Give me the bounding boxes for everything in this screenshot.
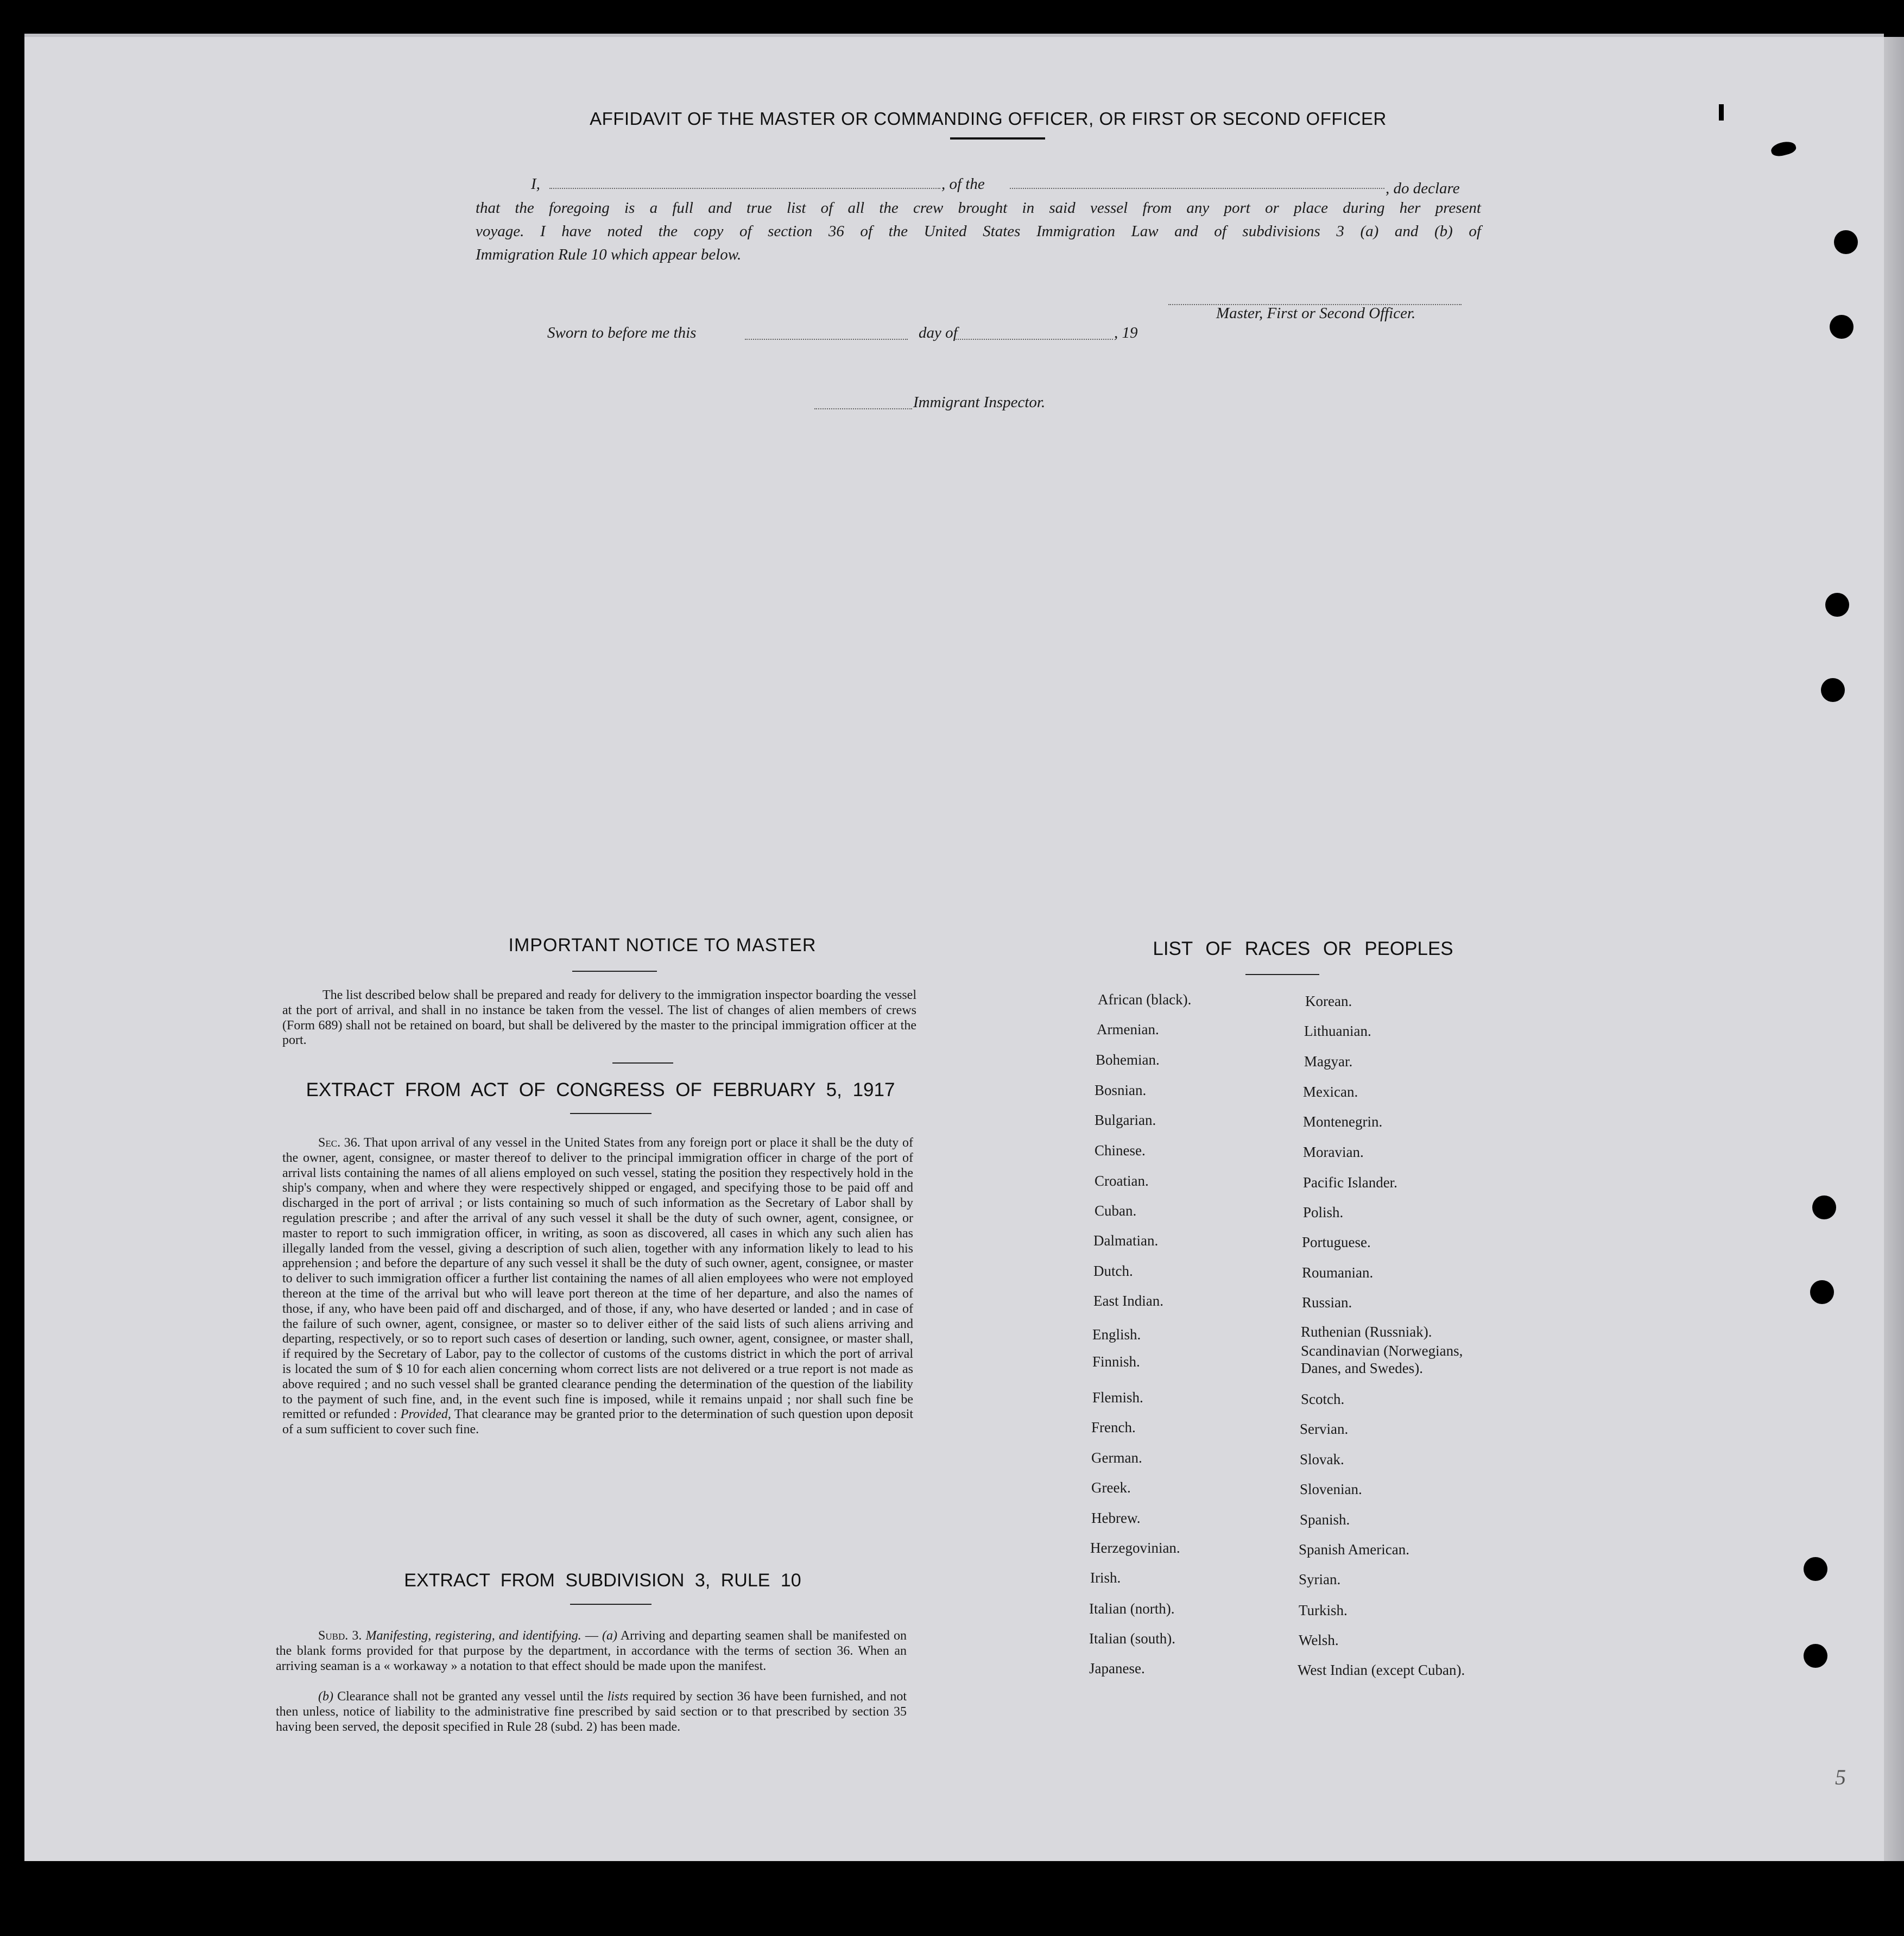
race-item: Cuban. — [1095, 1203, 1137, 1219]
race-item: Greek. — [1091, 1479, 1131, 1496]
race-item: Dutch. — [1093, 1263, 1133, 1279]
para-b-mark: (b) — [318, 1690, 333, 1704]
race-item: Croatian. — [1095, 1173, 1149, 1189]
race-item: French. — [1091, 1419, 1136, 1435]
race-item: Armenian. — [1097, 1021, 1159, 1037]
race-item: Spanish American. — [1299, 1541, 1409, 1558]
race-item: Pacific Islander. — [1303, 1174, 1397, 1191]
extract-act-title: EXTRACT FROM ACT OF CONGRESS OF FEBRUARY 5, 1917 — [306, 1079, 895, 1100]
sworn-prefix: Sworn to before me this — [547, 324, 697, 341]
race-item: Hebrew. — [1091, 1510, 1141, 1526]
subd-label: Subd. 3. — [318, 1629, 362, 1643]
extract-act-underline — [570, 1113, 651, 1114]
sworn-day-blank[interactable] — [745, 339, 908, 340]
sec-label: Sec. 36. — [318, 1136, 360, 1150]
punch-hole — [1821, 678, 1845, 702]
race-item: Montenegrin. — [1303, 1113, 1383, 1130]
race-item: Slovak. — [1300, 1451, 1344, 1467]
punch-hole — [1834, 230, 1858, 254]
para-b-text-1: Clearance shall not be granted any vessel until the — [337, 1690, 604, 1704]
affidavit-title: AFFIDAVIT OF THE MASTER OR COMMANDING OFFICER, OR FIRST OR SECOND OFFICER — [590, 109, 1387, 129]
race-item: English. — [1092, 1326, 1141, 1343]
notice-body: The list described below shall be prepared and ready for delivery to the immigration inspector boarding the vessel at the port of arrival, and shall in no instance be taken from the vessel. The list of changes of alien members of crews (Form 689) shall not be retained on board, but shall be delivered by the master to the principal immigration officer at the port. — [282, 988, 916, 1048]
title-underline — [950, 137, 1045, 140]
punch-hole — [1830, 315, 1854, 339]
affidavit-line-3: voyage. I have noted the copy of section 36 of the United States Immigration Law and of subdivisions 3 (a) and (b) of — [476, 223, 1481, 240]
race-item: Mexican. — [1303, 1084, 1358, 1100]
race-item: Herzegovinian. — [1090, 1540, 1180, 1556]
affidavit-line-4: Immigration Rule 10 which appear below. — [476, 246, 742, 263]
binder-edge — [1884, 37, 1904, 1861]
race-item: Bohemian. — [1096, 1052, 1160, 1068]
race-item: Slovenian. — [1300, 1481, 1362, 1497]
race-item: Magyar. — [1304, 1053, 1353, 1070]
affidavit-line-2: that the foregoing is a full and true list of all the crew brought in said vessel from any port or place during her present — [476, 199, 1481, 217]
punch-hole — [1810, 1280, 1834, 1304]
form-sheet — [24, 37, 1884, 1861]
races-underline — [1245, 974, 1319, 975]
punch-hole — [1825, 593, 1849, 617]
punch-hole — [1804, 1644, 1827, 1668]
provided-label: Provided, — [400, 1407, 451, 1422]
extract-act-body — [282, 1136, 913, 1438]
sworn-month-blank[interactable] — [956, 339, 1113, 340]
para-b-lists: lists — [607, 1690, 629, 1704]
master-signature-label: Master, First or Second Officer. — [1216, 305, 1416, 322]
race-item: Moravian. — [1303, 1144, 1364, 1160]
extract-rule-title: EXTRACT FROM SUBDIVISION 3, RULE 10 — [404, 1570, 801, 1591]
race-item: German. — [1091, 1450, 1142, 1466]
race-item: Danes, and Swedes). — [1301, 1360, 1423, 1376]
race-item: Scandinavian (Norwegians, — [1301, 1343, 1463, 1359]
race-item: Flemish. — [1092, 1389, 1143, 1406]
para-a-text: Arriving and departing seamen shall be manifested on the blank forms provided for that purpose by the department, in accordance with the terms of section 36. When an arriving seaman is a « workaway » a notation to that effect should be made upon the manifest. — [276, 1629, 907, 1673]
notice-separator — [612, 1062, 673, 1064]
inspector-label: Immigrant Inspector. — [913, 394, 1046, 411]
race-item: Italian (south). — [1089, 1630, 1175, 1647]
race-item: Italian (north). — [1089, 1600, 1175, 1617]
race-item: Scotch. — [1301, 1391, 1345, 1407]
race-item: African (black). — [1098, 991, 1192, 1008]
para-b-text-2: required by section 36 have been furnished, and not then unless, notice of liability to the administrative fine prescribed by said section or to that prescribed by section 35 having been served, the deposit specified in Rule 28 (subd. 2) has been made. — [276, 1690, 907, 1734]
race-item: Dalmatian. — [1093, 1232, 1159, 1249]
affidavit-of-the: , of the — [941, 175, 985, 193]
race-item: East Indian. — [1093, 1293, 1163, 1309]
race-item: Lithuanian. — [1304, 1023, 1371, 1039]
race-item: Welsh. — [1299, 1632, 1339, 1648]
race-item: Polish. — [1303, 1204, 1344, 1220]
race-item: Spanish. — [1300, 1511, 1350, 1528]
race-item: Turkish. — [1299, 1602, 1348, 1618]
punch-hole — [1812, 1195, 1836, 1219]
race-item: Chinese. — [1095, 1142, 1146, 1159]
race-item: Korean. — [1305, 993, 1352, 1009]
sworn-year: , 19 — [1114, 324, 1138, 341]
race-item: Bosnian. — [1095, 1082, 1147, 1098]
race-item: Roumanian. — [1302, 1264, 1374, 1281]
race-item: Japanese. — [1089, 1660, 1145, 1676]
race-item: Finnish. — [1092, 1353, 1140, 1370]
affidavit-i: I, — [531, 175, 540, 193]
subd-heading: Manifesting, registering, and identifying. — [365, 1629, 581, 1643]
para-a-mark: (a) — [602, 1629, 617, 1643]
race-item: Irish. — [1090, 1570, 1121, 1586]
race-item: Bulgarian. — [1095, 1112, 1156, 1128]
race-item: West Indian (except Cuban). — [1298, 1662, 1465, 1678]
affidavit-do-declare: , do declare — [1386, 180, 1460, 197]
race-item: Russian. — [1302, 1294, 1352, 1311]
punch-hole — [1804, 1557, 1827, 1581]
name-blank[interactable] — [549, 188, 940, 189]
race-item: Syrian. — [1299, 1571, 1341, 1587]
ink-mark — [1719, 104, 1724, 121]
extract-rule-underline — [570, 1604, 651, 1605]
race-item: Servian. — [1300, 1421, 1349, 1437]
sworn-day-of: day of — [919, 324, 958, 341]
vessel-blank[interactable] — [1010, 188, 1384, 189]
races-title: LIST OF RACES OR PEOPLES — [1153, 938, 1453, 959]
notice-underline — [572, 971, 657, 972]
rule-paragraph-a: Subd. 3. Manifesting, registering, and identifying. — (a) Arriving and departing seamen shall be manifested on the blank forms provided for that purpose by the department, in accordance with the terms of section 36. When an arriving seaman is a « workaway » a notation to that effect should be made upon the manifest. — [276, 1629, 907, 1673]
rule-paragraph-b — [276, 1690, 907, 1735]
race-item: Ruthenian (Russniak). — [1301, 1324, 1432, 1340]
race-item: Portuguese. — [1302, 1234, 1371, 1250]
sec-36-text: That upon arrival of any vessel in the United States from any foreign port or place it shall be the duty of the owner, agent, consignee, or master thereof to deliver to the principal immigration officer in charge of the port of arrival lists containing the names of all aliens employed on such vessel, stating the position they respectively hold in the ship's company, when and where they were respectively shipped or engaged, and specifying those to be paid off and discharged in the port of arrival ; or lists containing so much of such information as the Secretary of Labor shall by regulation prescribe ; and after the arrival of any such vessel it shall be the duty of such owner, agent, consignee, or master to report to such immigration officer, in writing, as soon as discovered, all cases in which any such alien has illegally landed from the vessel, giving a description of such alien, together with any information likely to lead to his apprehension ; and before the departure of any such vessel it shall be the duty of such owner, agent, consignee, or master to deliver to such immigration officer a further list containing the names of all alien employees who were not employed thereon at the time of the arrival but who will leave port thereon at the time of her departure, and also the names of those, if any, who have been paid off and discharged, and of those, if any, who have deserted or landed ; and in case of the failure of such owner, agent, consignee, or master so to deliver either of the said lists of such aliens arriving and departing, respectively, or so to report such cases of desertion or landing, such owner, agent, consignee, or master shall, if required by the Secretary of Labor, pay to the collector of customs of the customs district in which the port of arrival is located the sum of $ 10 for each alien concerning whom correct lists are not delivered or a true report is not made as above required ; and no such vessel shall be granted clearance pending the determination of the question of the liability to the payment of such fine, and, in the event such fine is imposed, while it remains unpaid ; nor shall such fine be remitted or refunded : — [282, 1136, 913, 1422]
page-number: 5 — [1835, 1765, 1846, 1789]
sec-36-end: That clearance may be granted prior to the determination of such question upon deposit of a sum sufficient to cover such fine. — [282, 1407, 913, 1437]
notice-title: IMPORTANT NOTICE TO MASTER — [508, 935, 817, 956]
inspector-signature-blank[interactable] — [814, 408, 912, 409]
